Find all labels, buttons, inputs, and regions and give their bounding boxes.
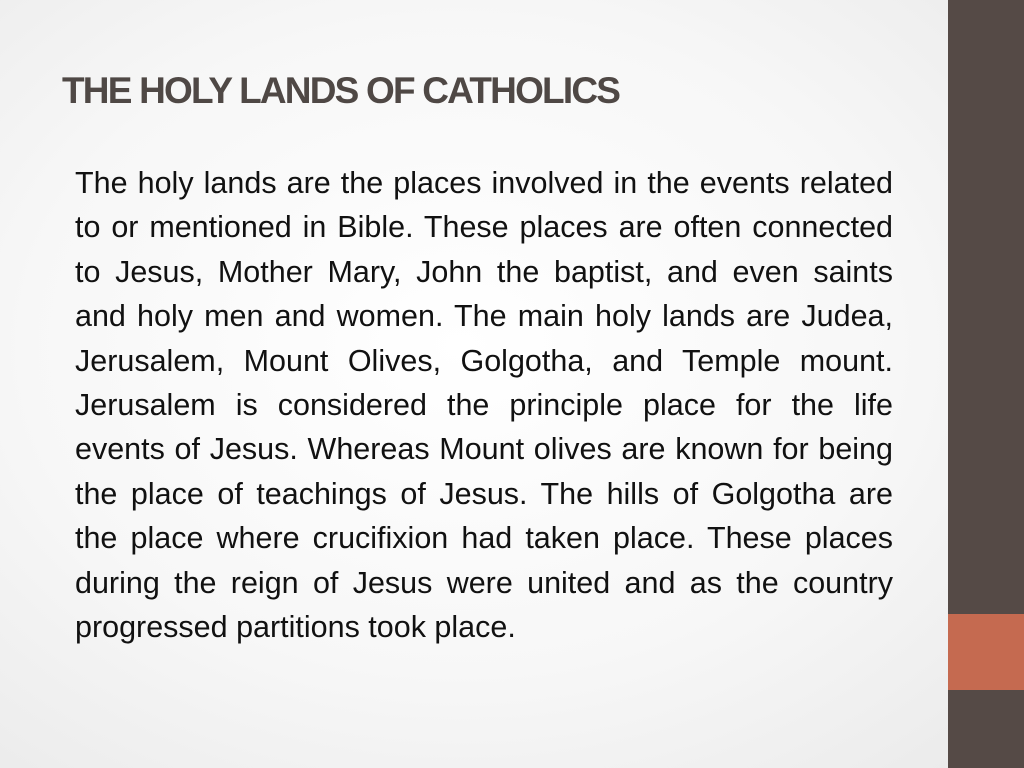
slide-body-text: The holy lands are the places involved in the events related to or mentioned in Bible. These places are often connected to Jesus, Mother Mary, John the baptist, and even saints and holy men and women. The main holy lands are Judea, Jerusalem, Mount Olives, Golgotha, and Temple mount. Jerusalem is considered the principle place for the life events of Jesus. Whereas Mount olives are known for being the place of teachings of Jesus. The hills of Golgotha are the place where crucifixion had taken place. These places during the reign of Jesus were united and as the country progressed partitions took place. xyxy=(75,166,893,645)
decorative-accent-block xyxy=(948,614,1024,690)
slide-title: THE HOLY LANDS OF CATHOLICS xyxy=(62,70,620,111)
